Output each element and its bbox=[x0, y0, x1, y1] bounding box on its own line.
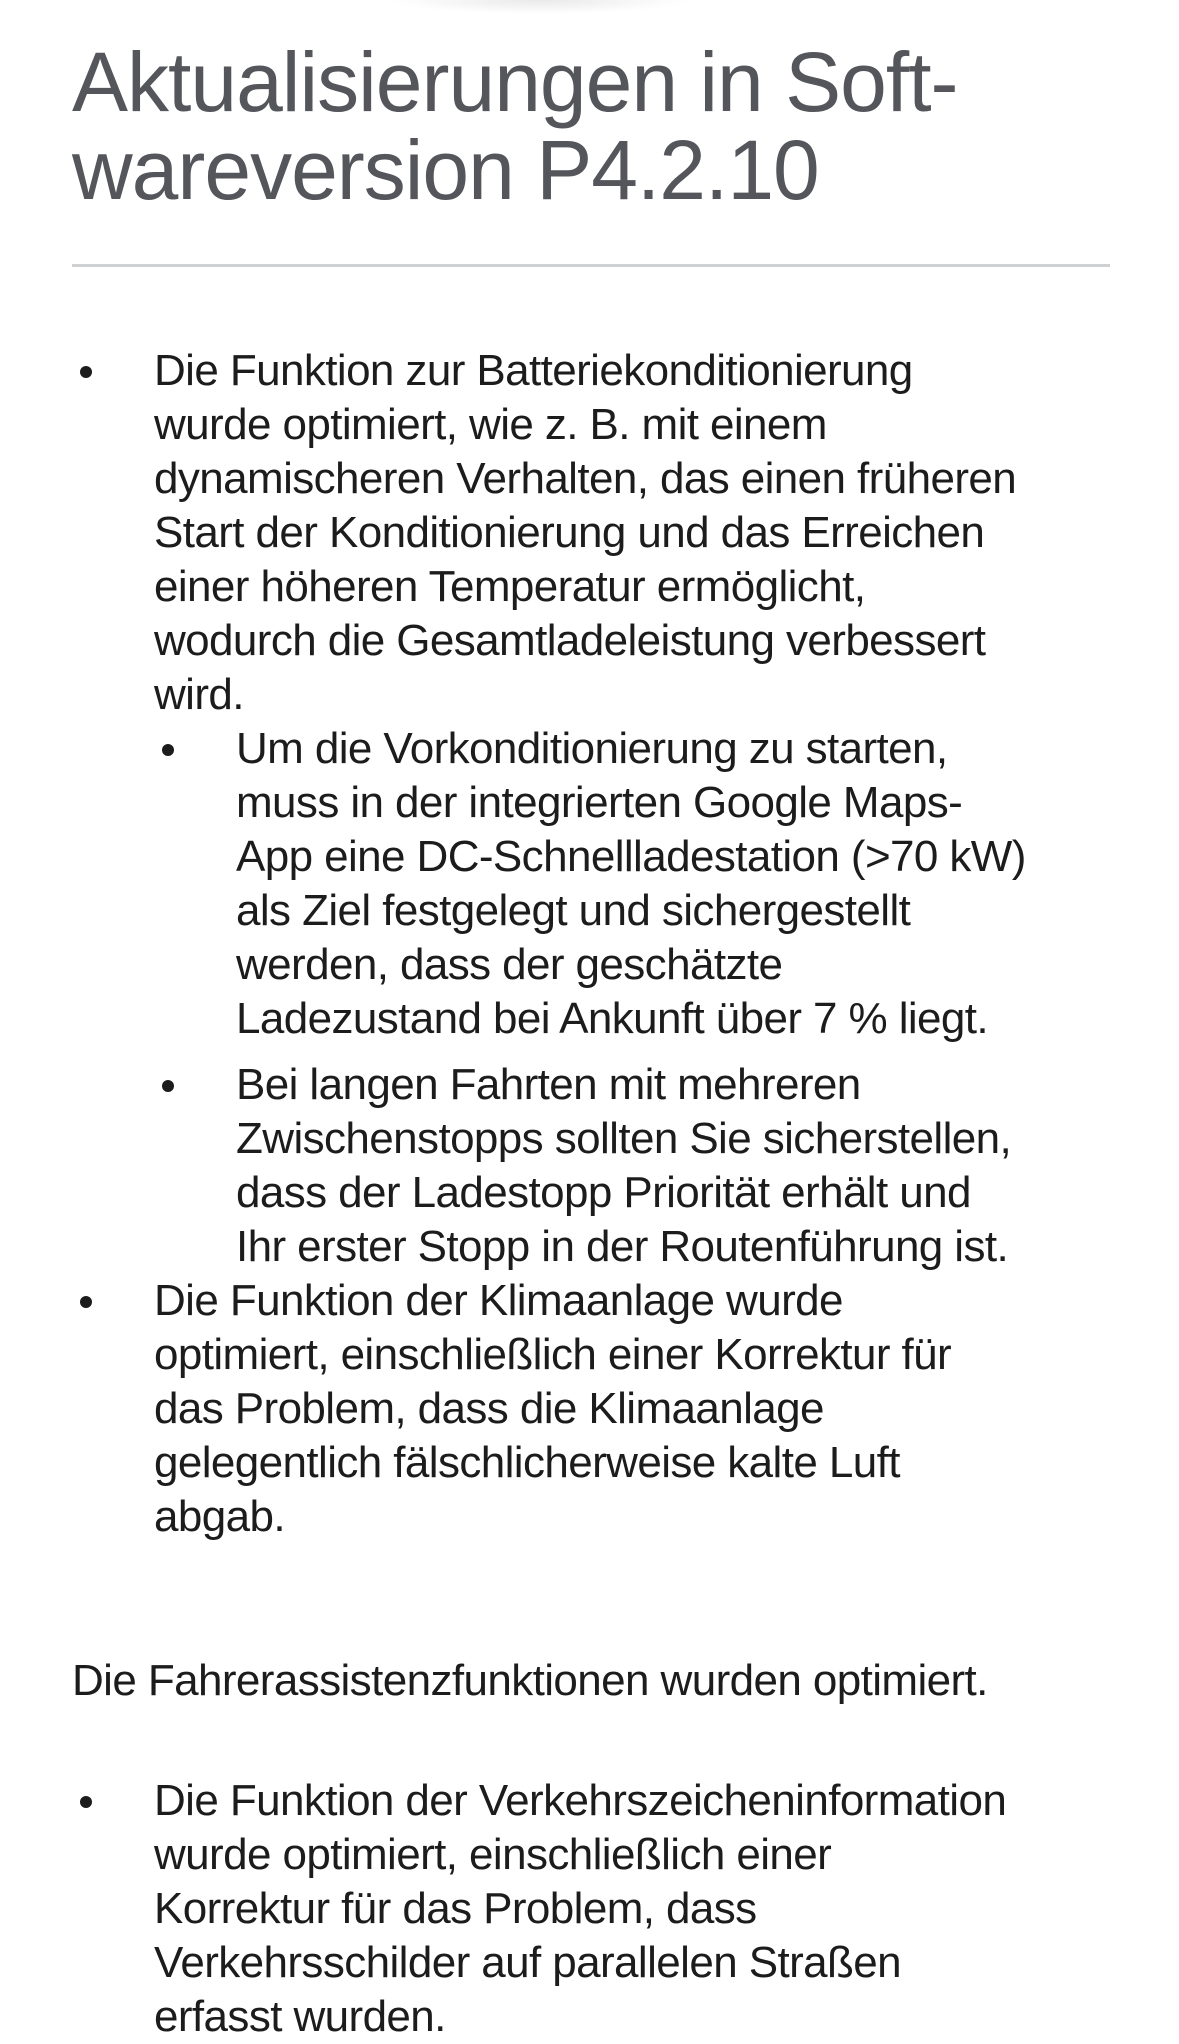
sub-list bbox=[154, 722, 1110, 1274]
text-line: muss in der integrierten Google Maps- bbox=[236, 778, 963, 827]
text-line: werden, dass der geschätzte bbox=[236, 940, 783, 989]
list-item-traffic-sign-info bbox=[72, 1774, 1110, 2044]
list-item-text bbox=[236, 722, 1110, 1046]
text-line: dynamischeren Verhalten, das einen früheren bbox=[154, 454, 1017, 503]
text-line: Um die Vorkonditionierung zu starten, bbox=[236, 724, 948, 773]
list-item-text bbox=[154, 344, 1110, 722]
text-line: wird. bbox=[154, 670, 244, 719]
text-line: Korrektur für das Problem, dass bbox=[154, 1884, 757, 1933]
text-line: das Problem, dass die Klimaanlage bbox=[154, 1384, 824, 1433]
list-item-battery-conditioning bbox=[72, 344, 1110, 1274]
text-line: App eine DC-Schnellladestation (>70 kW) bbox=[236, 832, 1026, 881]
sub-item-preconditioning bbox=[154, 722, 1110, 1046]
text-line: einer höheren Temperatur ermöglicht, bbox=[154, 562, 866, 611]
text-line: Die Funktion der Verkehrszeicheninformation bbox=[154, 1776, 1007, 1825]
page-title bbox=[72, 0, 1110, 217]
sub-item-long-trips bbox=[154, 1058, 1110, 1274]
list-item-text bbox=[154, 1274, 1110, 1544]
text-line: abgab. bbox=[154, 1492, 285, 1541]
text-line: Zwischenstopps sollten Sie sicherstellen, bbox=[236, 1114, 1012, 1163]
bullet-icon bbox=[162, 1080, 174, 1092]
driver-assistance-list bbox=[72, 1774, 1110, 2044]
text-line: Verkehrsschilder auf parallelen Straßen bbox=[154, 1938, 902, 1987]
text-line: erfasst wurden. bbox=[154, 1992, 446, 2041]
text-line: gelegentlich fälschlicherweise kalte Luft bbox=[154, 1438, 900, 1487]
text-line: Start der Konditionierung und das Erreichen bbox=[154, 508, 985, 557]
bullet-icon bbox=[80, 1296, 92, 1308]
text-line: als Ziel festgelegt und sichergestellt bbox=[236, 886, 911, 935]
update-list bbox=[72, 344, 1110, 1544]
text-line: wodurch die Gesamtladeleistung verbessert bbox=[154, 616, 986, 665]
bullet-icon bbox=[80, 366, 92, 378]
text-line: wurde optimiert, wie z. B. mit einem bbox=[154, 400, 827, 449]
text-line: Die Funktion zur Batteriekonditionierung bbox=[154, 346, 913, 395]
page-title-line: wareversion P4.2.10 bbox=[72, 123, 819, 217]
list-item-text bbox=[154, 1774, 1110, 2044]
bullet-icon bbox=[162, 744, 174, 756]
release-notes-page bbox=[72, 0, 1110, 2044]
text-line: Ladezustand bei Ankunft über 7 % liegt. bbox=[236, 994, 989, 1043]
text-line: Bei langen Fahrten mit mehreren bbox=[236, 1060, 861, 1109]
list-item-climate-control bbox=[72, 1274, 1110, 1544]
driver-assistance-intro: Die Fahrerassistenzfunktionen wurden optimiert. bbox=[72, 1656, 988, 1705]
page-title-line: Aktualisierungen in Soft- bbox=[72, 35, 958, 129]
text-line: Ihr erster Stopp in der Routenführung ist. bbox=[236, 1222, 1009, 1271]
title-divider bbox=[72, 264, 1110, 267]
text-line: dass der Ladestopp Priorität erhält und bbox=[236, 1168, 971, 1217]
bullet-icon bbox=[80, 1796, 92, 1808]
list-item-text bbox=[236, 1058, 1110, 1274]
text-line: optimiert, einschließlich einer Korrektur für bbox=[154, 1330, 952, 1379]
text-line: Die Funktion der Klimaanlage wurde bbox=[154, 1276, 843, 1325]
text-line: wurde optimiert, einschließlich einer bbox=[154, 1830, 832, 1879]
